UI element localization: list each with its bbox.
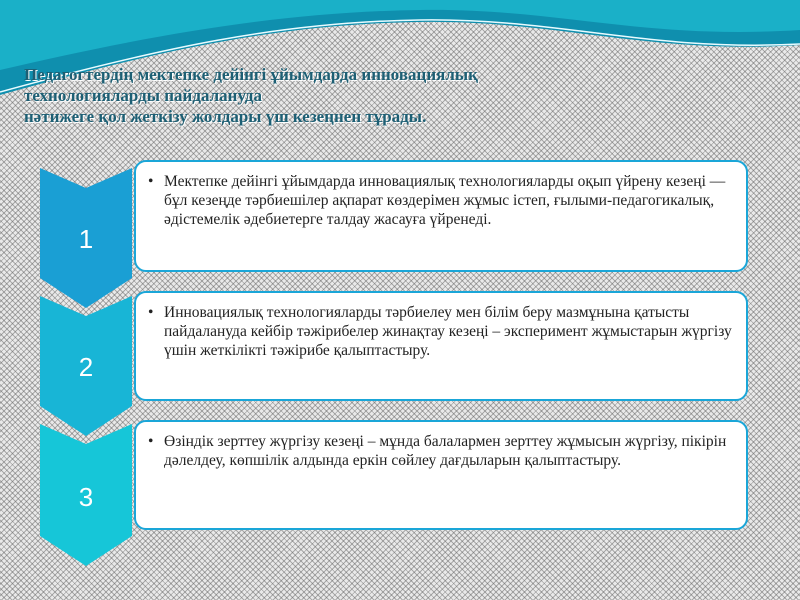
- slide-title: [24, 64, 664, 127]
- stage-text: Өзіндік зерттеу жүргізу кезеңі – мұнда балалармен зерттеу жұмысын жүргізу, пікірін дәлелдеу, көпшілік алдында еркін сөйлеу дағдыларын қалыптастыру.: [164, 433, 727, 469]
- stage-number: 1: [78, 224, 94, 254]
- bullet-icon: •: [148, 433, 154, 450]
- stage-1-box: [134, 160, 748, 272]
- stage-text: Мектепке дейінгі ұйымдарда инновациялық технологияларды оқып үйрену кезеңі — бұл кезеңде тәрбиешілер ақпарат көздерімен жұмыс істеп, ғылыми-педагогикалық, әдістемелік әдебиетерге талдау жасауға үйренеді.: [164, 173, 726, 228]
- stage-3-box: [134, 420, 748, 530]
- stage-1-chevron: [40, 168, 132, 308]
- stage-2-box: [134, 291, 748, 401]
- stage-number: 2: [78, 352, 94, 382]
- stage-number: 3: [78, 482, 94, 512]
- bullet-icon: •: [148, 304, 154, 321]
- title-line: Педагогтердің мектепке дейінгі ұйымдарда инновациялық: [24, 65, 478, 84]
- stage-3-chevron: [40, 424, 132, 566]
- bullet-icon: •: [148, 173, 154, 190]
- title-line: нәтижеге қол жеткізу жолдары үш кезеңнен тұрады.: [24, 107, 427, 126]
- title-line: технологияларды пайдалануда: [24, 86, 262, 105]
- stage-2-chevron: [40, 296, 132, 436]
- stage-text: Инновациялық технологияларды тәрбиелеу мен білім беру мазмұнына қатысты пайдалануда кейбір тәжірибелер жинақтау кезеңі – эксперимент жұмыстарын жүргізу үшін жеткілікті тәжірибе қалыптастыру.: [164, 304, 732, 359]
